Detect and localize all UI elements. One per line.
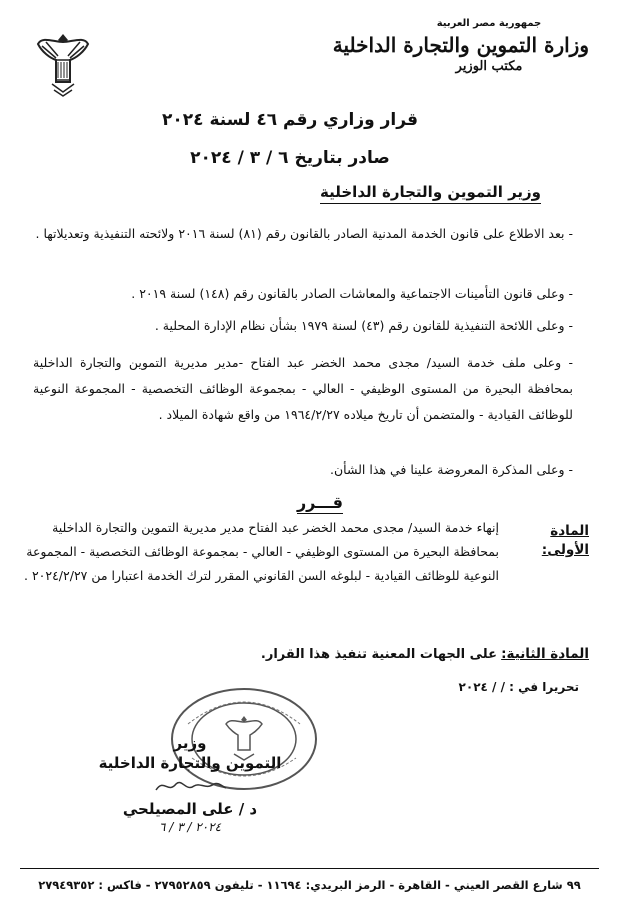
preamble-item: - وعلى المذكرة المعروضة علينا في هذا الشأن. <box>330 462 573 477</box>
ministry-name: وزارة التموين والتجارة الداخلية <box>332 33 589 57</box>
preamble-item: - بعد الاطلاع على قانون الخدمة المدنية الصادر بالقانون رقم (٨١) لسنة ٢٠١٦ ولائحته التنفيذية وتعديلاتها . <box>35 226 573 241</box>
signature-title-line1: وزير <box>173 734 207 752</box>
decides-heading <box>260 493 380 512</box>
republic-label: جمهورية مصر العربية <box>436 18 542 29</box>
article-1-label: المادة الأولى: <box>541 523 589 558</box>
article-2-text: على الجهات المعنية تنفيذ هذا القرار. <box>260 647 497 662</box>
handwritten-date: ٢٠٢٤ / ٣ / ٦ <box>158 820 222 834</box>
signatory-name: د / على المصيلحي <box>122 800 258 818</box>
decides-word: قـــرر <box>296 493 344 512</box>
article-2-label: المادة الثانية: <box>501 646 589 662</box>
minister-heading: وزير التموين والتجارة الداخلية <box>320 183 541 204</box>
footer-divider <box>20 868 599 869</box>
article-1-label-wrap <box>509 520 589 558</box>
article-1-text: إنهاء خدمة السيد/ مجدى محمد الخضر عبد الفتاح مدير مديرية التموين والتجارة الداخلية بمحافظة البحيرة من المستوى الوظيفي - العالي - بمجموعة الوظائف التخصصية - المجموعة النوعية للوظائف القيادية - لبلوغه السن القانوني المقرر لترك الخدمة اعتبارا من ٢٠٢٤/٢/٢٧ . <box>24 520 499 583</box>
article-2 <box>29 646 589 662</box>
preamble-item: - وعلى اللائحة التنفيذية للقانون رقم (٤٣) لسنة ١٩٧٩ بشأن نظام الإدارة المحلية . <box>154 318 573 333</box>
letterhead <box>332 18 589 74</box>
decree-issue-date: صادر بتاريخ ٦ / ٣ / ٢٠٢٤ <box>190 148 390 168</box>
signature-title-line2: التموين والتجارة الداخلية <box>98 754 282 772</box>
eagle-emblem-icon <box>36 30 90 100</box>
signature-block <box>70 734 310 834</box>
preamble-item: - وعلى قانون التأمينات الاجتماعية والمعاشات الصادر بالقانون رقم (١٤٨) لسنة ٢٠١٩ . <box>131 286 573 301</box>
decree-title: قرار وزاري رقم ٤٦ لسنة ٢٠٢٤ <box>162 110 418 130</box>
office-name: مكتب الوزير <box>455 59 523 74</box>
handwritten-signature-icon <box>150 776 230 796</box>
written-at: تحريرا في : / / ٢٠٢٤ <box>458 680 579 694</box>
preamble-item: - وعلى ملف خدمة السيد/ مجدى محمد الخضر عبد الفتاح -مدير مديرية التموين والتجارة الداخلية بمحافظة البحيرة من المستوى الوظيفي - العالي - بمجموعة الوظائف التخصصية - المجموعة النوعية للوظائف القيادية - والمتضمن أن تاريخ ميلاده ١٩٦٤/٢/٢٧ من واقع شهادة الميلاد . <box>33 355 573 422</box>
footer-address: ٩٩ شارع القصر العيني - القاهرة - الرمز البريدي: ١١٦٩٤ - تليفون ٢٧٩٥٢٨٥٩ - فاكس : ٢٧٩٤٩٣٥٢ <box>38 878 581 892</box>
